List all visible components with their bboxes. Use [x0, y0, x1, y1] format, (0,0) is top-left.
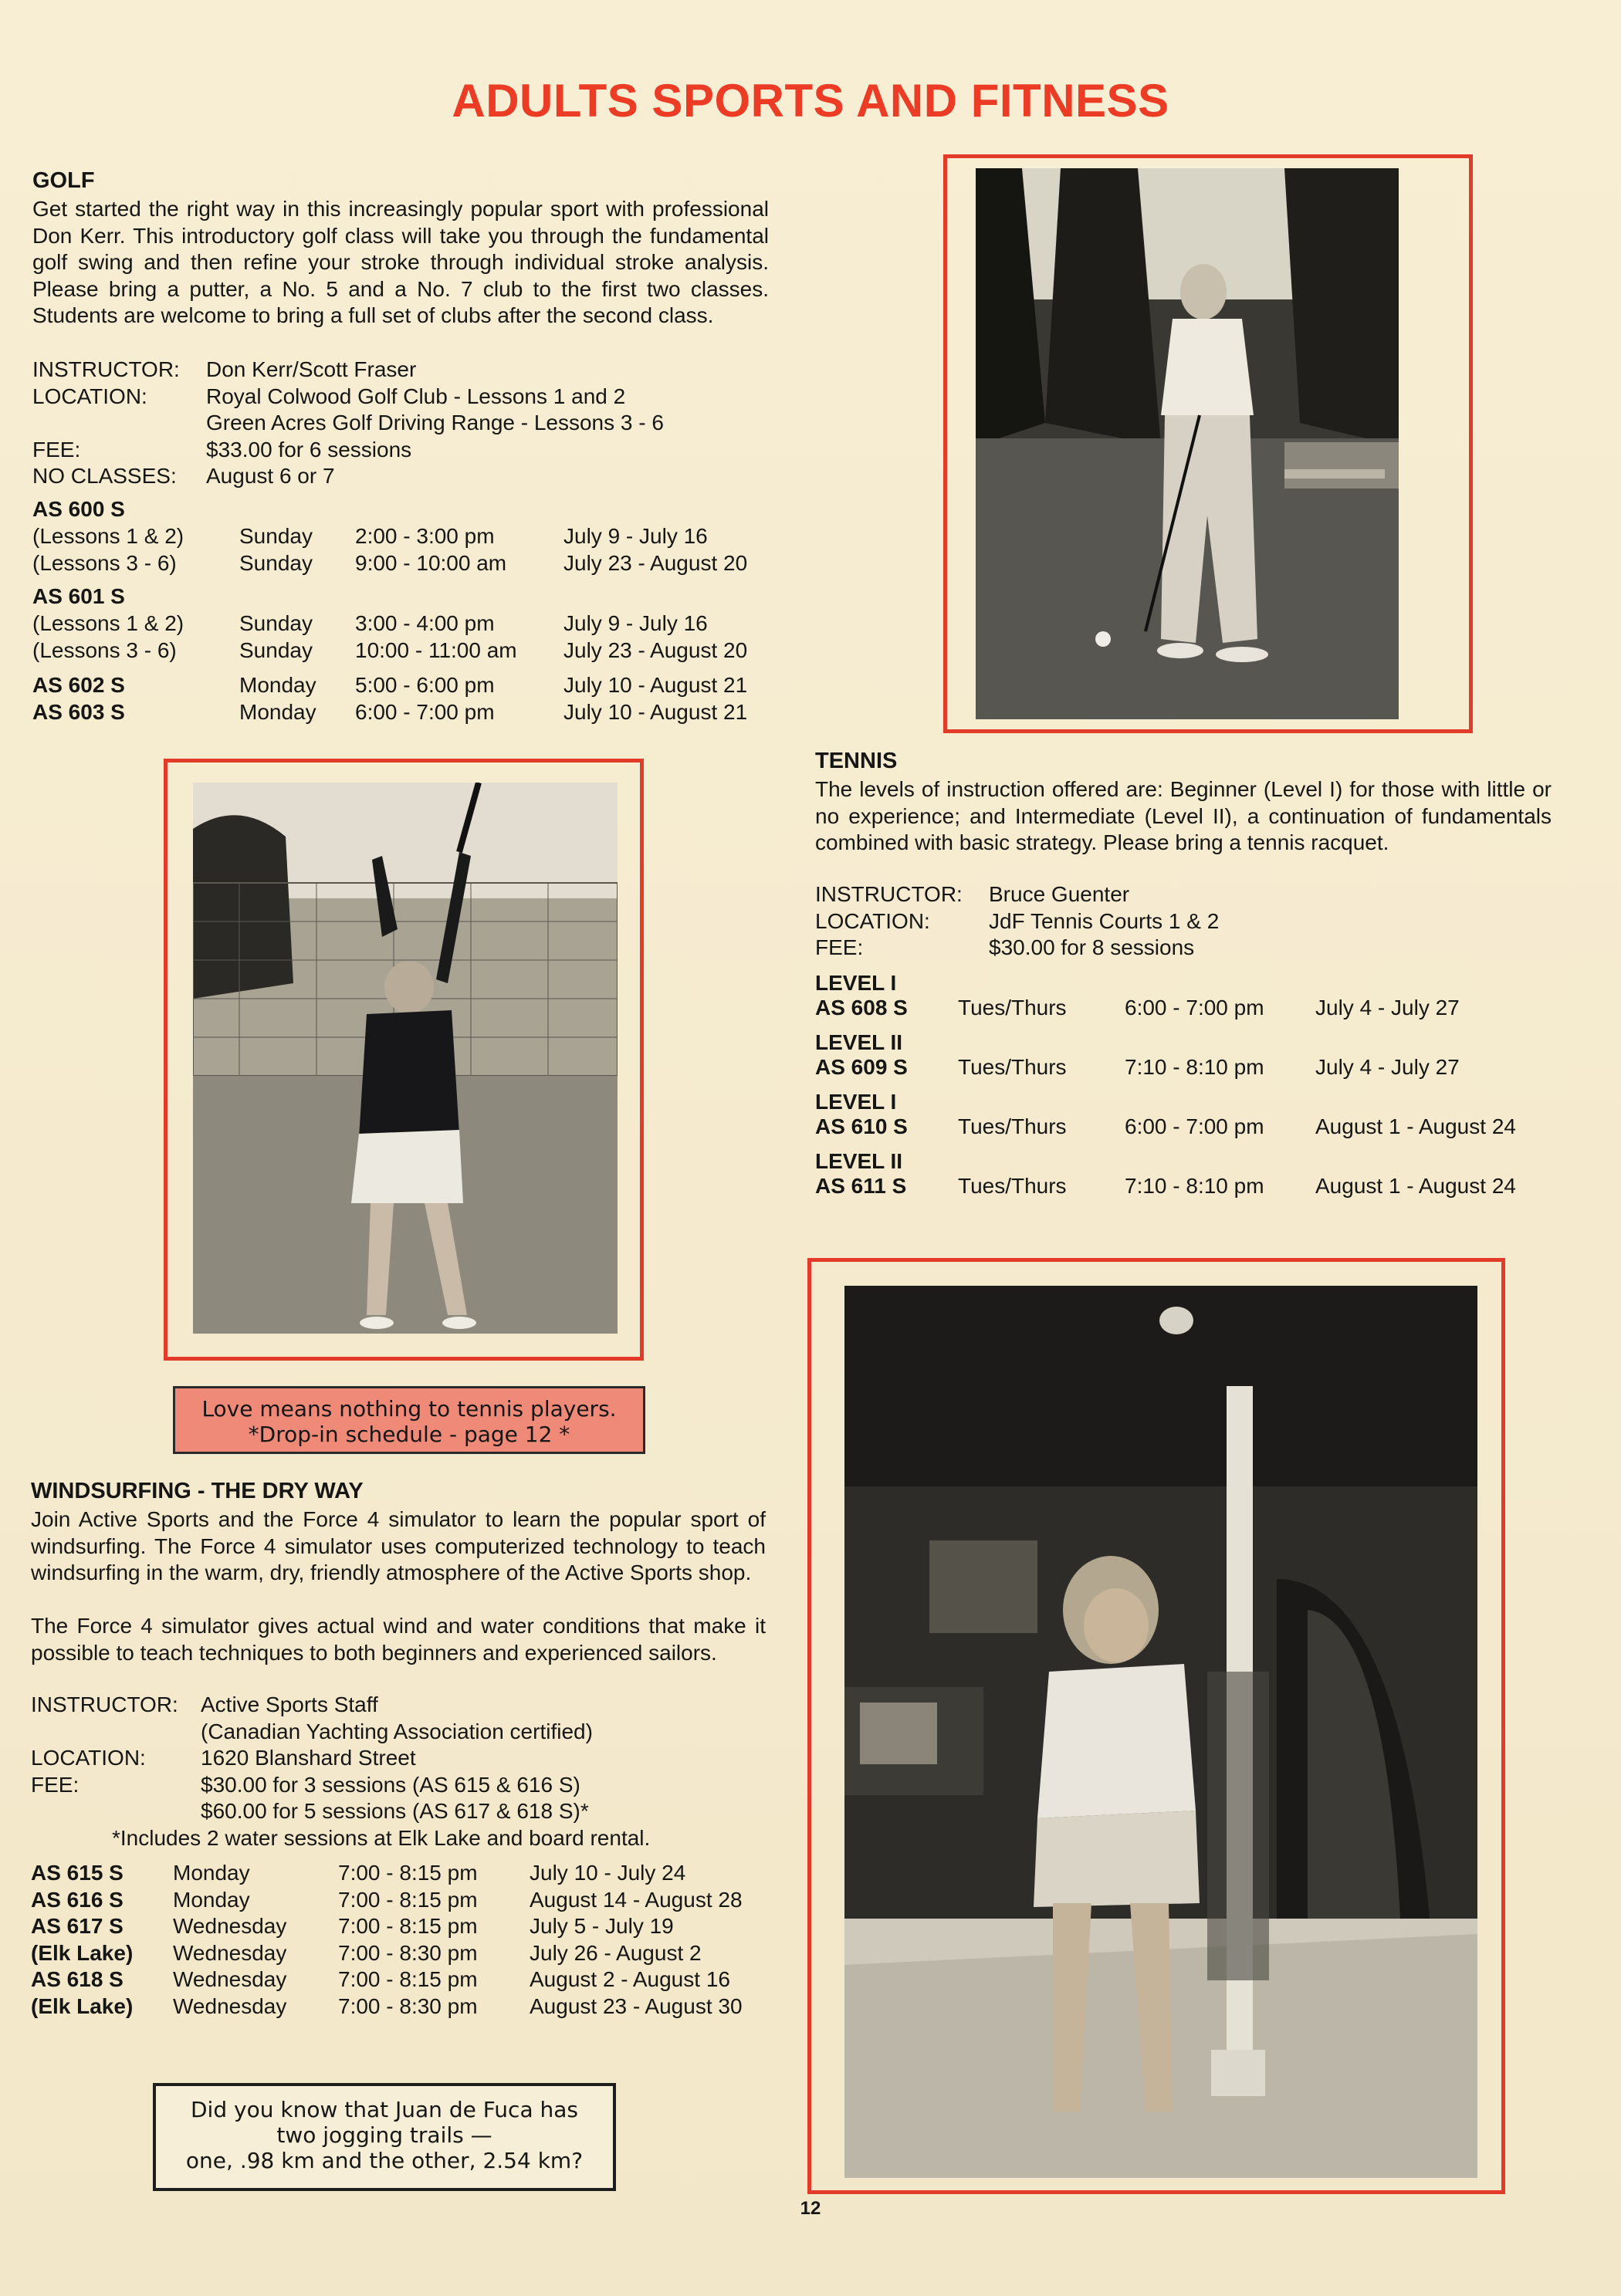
schedule-row: [31, 1860, 743, 1887]
golf-schedule: [32, 495, 747, 725]
day: Sunday: [239, 524, 313, 548]
day: Wednesday: [173, 1914, 287, 1938]
page-number: 12: [800, 2198, 821, 2219]
time: 3:00 - 4:00 pm: [355, 611, 495, 635]
course-code: AS 616 S: [31, 1887, 124, 1912]
tennis-instructor-label: INSTRUCTOR:: [815, 882, 963, 906]
schedule-row: [32, 549, 747, 577]
tennis-location-label: LOCATION:: [815, 908, 930, 933]
dates: July 4 - July 27: [1315, 1055, 1460, 1079]
callout-line: Love means nothing to tennis players.: [201, 1396, 617, 1422]
callout-line: two jogging trails —: [276, 2122, 492, 2148]
day: Tues/Thurs: [958, 1055, 1067, 1079]
windsurfing-instructor-1: Active Sports Staff: [201, 1692, 378, 1716]
callout-line: one, .98 km and the other, 2.54 km?: [185, 2148, 584, 2173]
golf-instructor: Don Kerr/Scott Fraser: [206, 357, 417, 381]
schedule-row: [31, 1887, 743, 1914]
time: 7:00 - 8:15 pm: [338, 1887, 478, 1912]
page-title: ADULTS SPORTS AND FITNESS: [452, 75, 1169, 127]
windsurfing-heading: WINDSURFING - THE DRY WAY: [31, 1479, 364, 1503]
day: Tues/Thurs: [958, 1174, 1067, 1198]
golf-noclass: August 6 or 7: [206, 464, 335, 488]
windsurfing-description-2: The Force 4 simulator gives actual wind and water conditions that make it possible to teach techniques to both beginners and experienced sailors.: [31, 1614, 766, 1665]
level-label: LEVEL II: [815, 1149, 903, 1173]
windsurfing-location-label: LOCATION:: [31, 1746, 146, 1770]
level-label: LEVEL II: [815, 1030, 903, 1054]
schedule-row: [31, 1913, 743, 1940]
course-code: AS 611 S: [815, 1174, 907, 1198]
tennis-callout: [173, 1386, 645, 1454]
windsurfing-details: [31, 1692, 772, 1851]
day: Sunday: [239, 638, 313, 662]
level-label: LEVEL I: [815, 1090, 897, 1114]
time: 2:00 - 3:00 pm: [355, 524, 495, 548]
schedule-row: [31, 1993, 743, 2020]
schedule-row: [815, 1113, 1516, 1140]
dates: July 10 - August 21: [563, 673, 748, 697]
time: 9:00 - 10:00 am: [355, 551, 507, 575]
day: Tues/Thurs: [958, 1114, 1067, 1138]
time: 10:00 - 11:00 am: [355, 638, 517, 662]
dates: July 26 - August 2: [530, 1940, 702, 1965]
jogging-callout: [153, 2083, 616, 2191]
tennis-fee-label: FEE:: [815, 935, 864, 959]
course-code: AS 608 S: [815, 996, 908, 1020]
schedule-row: [32, 671, 747, 698]
schedule-row: [32, 637, 747, 664]
day: Sunday: [239, 611, 313, 635]
time: 7:00 - 8:15 pm: [338, 1914, 478, 1938]
golf-details: [32, 357, 773, 490]
tennis-heading: TENNIS: [815, 749, 898, 773]
time: 6:00 - 7:00 pm: [1125, 1114, 1264, 1138]
lesson-label: (Lessons 1 & 2): [32, 611, 184, 635]
windsurfing-schedule: [31, 1860, 743, 2020]
tennis-location: JdF Tennis Courts 1 & 2: [989, 908, 1220, 933]
windsurfing-instructor-label: INSTRUCTOR:: [31, 1692, 178, 1716]
dates: August 1 - August 24: [1315, 1174, 1516, 1198]
day: Sunday: [239, 551, 313, 575]
windsurfing-location: 1620 Blanshard Street: [201, 1746, 416, 1770]
time: 7:00 - 8:30 pm: [338, 1993, 478, 2018]
dates: July 5 - July 19: [530, 1914, 674, 1938]
time: 6:00 - 7:00 pm: [1125, 996, 1264, 1020]
windsurfer-image: [844, 1286, 1477, 2178]
day: Monday: [173, 1887, 250, 1912]
tennis-description: The levels of instruction offered are: Beginner (Level I) for those with little or no experience; and Intermediate (Level II), a continuation of fundamentals combined with basic strategy. Please bring a tennis racquet.: [815, 777, 1552, 854]
lesson-label: (Lessons 3 - 6): [32, 638, 177, 662]
windsurfing-fee-label: FEE:: [31, 1772, 80, 1797]
course-code: AS 610 S: [815, 1114, 908, 1138]
tennis-photo: [193, 783, 618, 1334]
dates: July 9 - July 16: [563, 524, 708, 548]
time: 7:10 - 8:10 pm: [1125, 1174, 1264, 1198]
schedule-row: [31, 1966, 743, 1993]
time: 7:00 - 8:15 pm: [338, 1861, 478, 1885]
callout-line: Did you know that Juan de Fuca has: [191, 2097, 578, 2122]
course-code: AS 617 S: [31, 1914, 124, 1938]
dates: July 23 - August 20: [563, 551, 748, 575]
tennis-instructor: Bruce Guenter: [989, 882, 1130, 906]
course-code: AS 618 S: [31, 1967, 124, 1991]
callout-line: *Drop-in schedule - page 12 *: [248, 1422, 570, 1447]
golf-location-label: LOCATION:: [32, 384, 147, 408]
lesson-label: (Lessons 1 & 2): [32, 524, 184, 548]
golfer-image: [976, 168, 1399, 719]
time: 5:00 - 6:00 pm: [355, 673, 495, 697]
tennis-schedule: [815, 969, 1516, 1199]
tennis-player-image: [193, 783, 618, 1334]
course-code: AS 602 S: [32, 673, 125, 697]
course-code: AS 615 S: [31, 1861, 124, 1885]
schedule-row: [815, 994, 1516, 1021]
dates: August 14 - August 28: [530, 1887, 743, 1912]
schedule-row: [32, 522, 747, 549]
time: 6:00 - 7:00 pm: [355, 700, 495, 724]
dates: July 23 - August 20: [563, 638, 748, 662]
schedule-row: [32, 610, 747, 637]
schedule-row: [31, 1940, 743, 1967]
lesson-label: (Lessons 3 - 6): [32, 551, 177, 575]
time: 7:10 - 8:10 pm: [1125, 1055, 1264, 1079]
dates: August 2 - August 16: [530, 1967, 730, 1991]
golf-fee: $33.00 for 6 sessions: [206, 437, 412, 462]
windsurfing-instructor-2: (Canadian Yachting Association certified): [201, 1719, 593, 1743]
golf-noclass-label: NO CLASSES:: [32, 464, 177, 488]
golf-instructor-label: INSTRUCTOR:: [32, 357, 180, 381]
dates: August 1 - August 24: [1315, 1114, 1516, 1138]
course-code: AS 609 S: [815, 1055, 908, 1079]
level-label: LEVEL I: [815, 971, 897, 995]
schedule-row: [32, 698, 747, 725]
course-code: (Elk Lake): [31, 1940, 134, 1965]
schedule-row: [815, 1053, 1516, 1080]
windsurfing-photo: [844, 1286, 1477, 2178]
golf-description: Get started the right way in this increasingly popular sport with professional Don Kerr. This introductory golf class will take you through the fundamental golf swing and then refine your stroke through individual stroke analysis. Please bring a putter, a No. 5 and a No. 7 club to the first two classes. Students are welcome to bring a full set of clubs after the second class.: [32, 197, 769, 327]
day: Wednesday: [173, 1967, 287, 1991]
day: Wednesday: [173, 1993, 287, 2018]
dates: July 4 - July 27: [1315, 996, 1460, 1020]
tennis-details: [815, 881, 1556, 962]
day: Monday: [239, 673, 316, 697]
course-code: AS 601 S: [32, 584, 125, 608]
dates: July 10 - July 24: [530, 1861, 686, 1885]
schedule-row: [815, 1172, 1516, 1199]
golf-location-2: Green Acres Golf Driving Range - Lessons 3 - 6: [206, 411, 664, 435]
day: Monday: [173, 1861, 250, 1885]
windsurfing-description-1: Join Active Sports and the Force 4 simulator to learn the popular sport of windsurfing. The Force 4 simulator uses computerized technology to teach windsurfing in the warm, dry, friendly atmosphere of the Active Sports shop.: [31, 1507, 766, 1584]
golf-location-1: Royal Colwood Golf Club - Lessons 1 and 2: [206, 384, 626, 408]
course-code: (Elk Lake): [31, 1993, 134, 2018]
course-code: AS 603 S: [32, 700, 125, 724]
tennis-fee: $30.00 for 8 sessions: [989, 935, 1195, 959]
windsurfing-fee-1: $30.00 for 3 sessions (AS 615 & 616 S): [201, 1772, 580, 1797]
windsurfing-fee-2: $60.00 for 5 sessions (AS 617 & 618 S)*: [201, 1799, 589, 1823]
golf-fee-label: FEE:: [32, 437, 81, 462]
day: Monday: [239, 700, 316, 724]
time: 7:00 - 8:15 pm: [338, 1967, 478, 1991]
dates: July 10 - August 21: [563, 700, 748, 724]
day: Wednesday: [173, 1940, 287, 1965]
dates: August 23 - August 30: [530, 1993, 743, 2018]
time: 7:00 - 8:30 pm: [338, 1940, 478, 1965]
dates: July 9 - July 16: [563, 611, 708, 635]
windsurfing-footnote: *Includes 2 water sessions at Elk Lake and board rental.: [112, 1825, 651, 1850]
golf-photo: [976, 168, 1399, 719]
golf-heading: GOLF: [32, 168, 95, 193]
day: Tues/Thurs: [958, 996, 1067, 1020]
course-code: AS 600 S: [32, 497, 125, 521]
